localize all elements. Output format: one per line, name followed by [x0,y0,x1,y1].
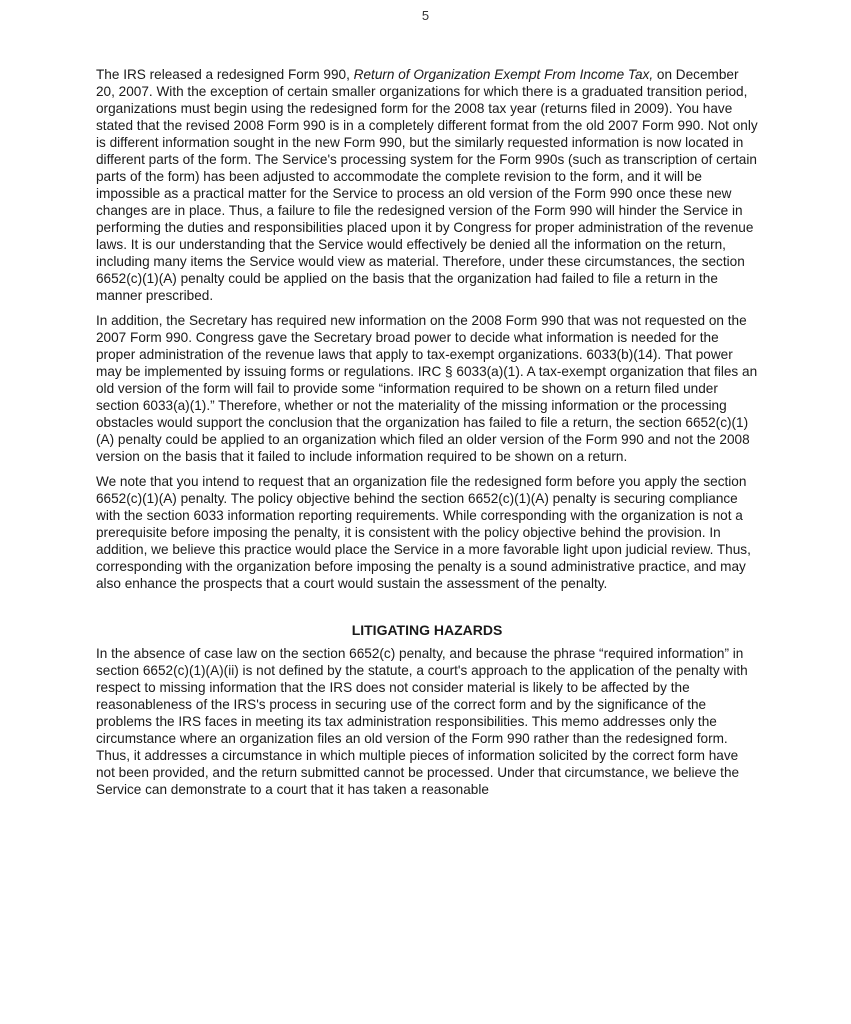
form-title: Return of Organization Exempt From Income Tax, [353,67,654,82]
paragraph-new-information: In addition, the Secretary has required new information on the 2008 Form 990 that was not requested on the 2007 Form 990. Congress gave the Secretary broad power to decide what information is needed for the proper administration of the revenue laws that apply to tax-exempt organizations. 6033(b)(14). That power may be implemented by issuing forms or regulations. IRC § 6033(a)(1). A tax-exempt organization that files an old version of the form will fail to provide some “information required to be shown on a return filed under section 6033(a)(1).” Therefore, whether or not the materiality of the missing information or the processing obstacles would support the conclusion that the organization has failed to file a return, the section 6652(c)(1)(A) penalty could be applied to an organization which filed an older version of the Form 990 and not the 2008 version on the basis that it failed to include information required to be shown on a return. [96,313,758,464]
paragraph-request-redesigned-form: We note that you intend to request that an organization file the redesigned form before you apply the section 6652(c)(1)(A) penalty. The policy objective behind the section 6652(c)(1)(A) penalty is securing compliance with the section 6033 information reporting requirements. While corresponding with the organization is not a prerequisite before imposing the penalty, it is consistent with the policy objective behind the provision. In addition, we believe this practice would place the Service in a more favorable light upon judicial review. Thus, corresponding with the organization before imposing the penalty is a sound administrative practice, and may also enhance the prospects that a court would sustain the assessment of the penalty. [96,474,751,591]
document-body [96,66,758,806]
paragraph-form-990-redesign [96,66,758,304]
page-number: 5 [421,8,430,23]
section-heading-litigating-hazards: LITIGATING HAZARDS [351,622,503,638]
paragraph-litigating-hazards: In the absence of case law on the section 6652(c) penalty, and because the phrase “required information” in section 6652(c)(1)(A)(ii) is not defined by the statute, a court's approach to the application of the penalty with respect to missing information that the IRS does not consider material is likely to be affected by the reasonableness of the IRS's process in securing use of the correct form and by the significance of the problems the IRS faces in meeting its tax administration responsibilities. This memo addresses only the circumstance where an organization files an old version of the Form 990 rather than the redesigned form. Thus, it addresses a circumstance in which multiple pieces of information solicited by the correct form have not been provided, and the return submitted cannot be processed. Under that circumstance, we believe the Service can demonstrate to a court that it has taken a reasonable [96,646,748,797]
paragraph-1-lead: The IRS released a redesigned Form 990, [96,67,354,82]
paragraph-1-body: on December 20, 2007. With the exception of certain smaller organizations for which there is a graduated transition period, organizations must begin using the redesigned form for the 2008 tax year (returns filed in 2009). You have stated that the revised 2008 Form 990 is in a completely different format from the old 2007 Form 990. Not only is different information sought in the new Form 990, but the similarly requested information is now located in different parts of the form. The Service's processing system for the Form 990s (such as transcription of certain parts of the form) has been adjusted to accommodate the complete revision to the form, and it will be impossible as a practical matter for the Service to process an old version of the Form 990 once these new changes are in place. Thus, a failure to file the redesigned version of the Form 990 will hinder the Service in performing the duties and responsibilities placed upon it by Congress for proper administration of the revenue laws. It is our understanding that the Service would effectively be denied all the information on the return, including many items the Service would view as material. Therefore, under these circumstances, the section 6652(c)(1)(A) penalty could be applied on the basis that the organization had failed to file a return in the manner prescribed. [96,67,758,303]
